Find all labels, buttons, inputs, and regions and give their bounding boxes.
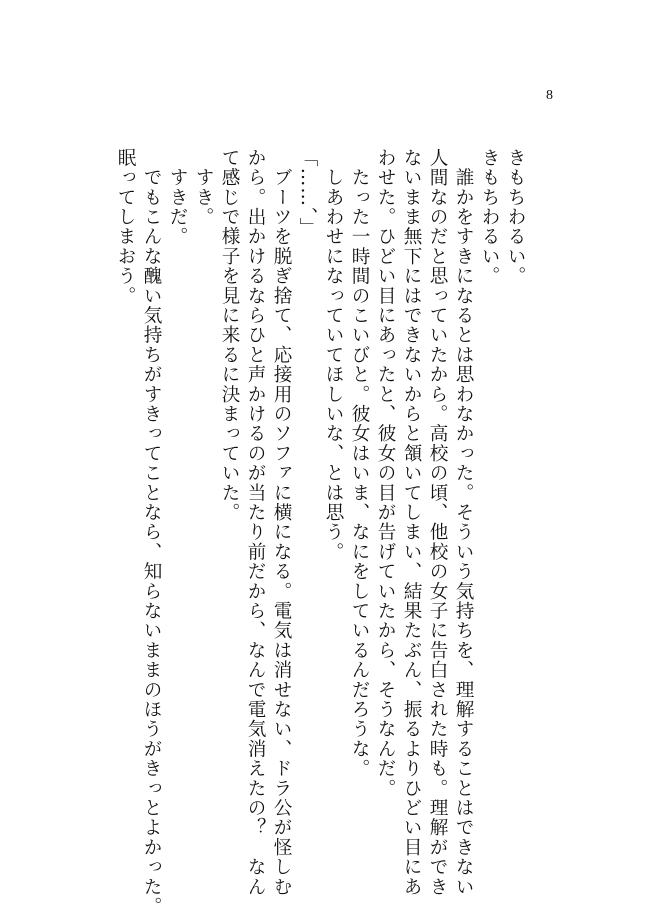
page-number: 8 (546, 88, 553, 103)
text-line: すきだ。 (167, 148, 188, 247)
text-line: すき。 (193, 148, 214, 227)
text-line: ないまま無下にはできないからと頷いてしまい、結果たぶん、振るよりひどい目にあ (401, 148, 422, 897)
text-line: たった一時間のこいびと。彼女はいま、なにをしているんだろうな。 (349, 148, 370, 779)
text-line: きもちわるい。 (505, 148, 526, 286)
text-line: ブーツを脱ぎ捨て、応接用のソファに横になる。電気は消せない、ドラ公が怪しむ (271, 148, 292, 897)
vertical-text-block (108, 148, 528, 916)
text-line: 誰かをすきになるとは思わなかった。そういう気持ちを、理解することはできない (453, 148, 474, 897)
text-line: て感じで様子を見に来るに決まっていた。 (219, 148, 240, 523)
text-line: きもちわるい。 (479, 148, 500, 286)
text-line: から。出かけるならひと声かけるのが当たり前だから、なんで電気消えたの？ なん (245, 148, 266, 897)
text-line: 「……、」 (297, 148, 318, 238)
text-line: しあわせになっていてほしいな、とは思う。 (323, 148, 344, 562)
text-line: 眠ってしまおう。 (115, 148, 136, 306)
text-line: でもこんな醜い気持ちがすきってことなら、知らないままのほうがきっとよかった。 (141, 148, 162, 916)
text-line: 人間なのだと思っていたから。高校の頃、他校の女子に告白された時も。理解ができ (427, 148, 448, 897)
text-line: わせた。ひどい目にあったと、彼女の目が告げていたから、そうなんだ。 (375, 148, 396, 799)
